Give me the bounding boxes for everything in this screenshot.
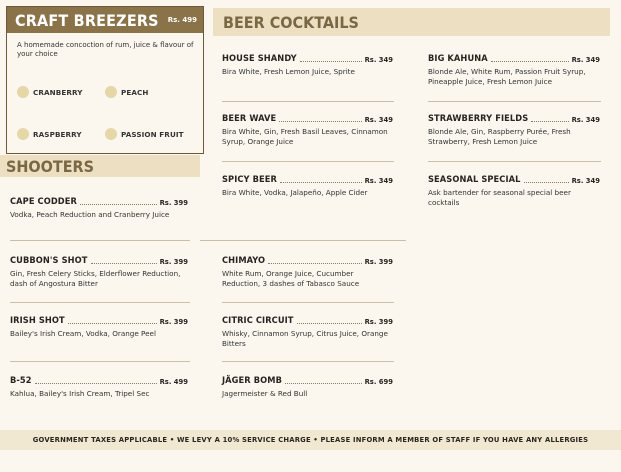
item-desc: Blonde Ale, Gin, Raspberry Purée, Fresh Strawberry, Fresh Lemon Juice [428,127,571,146]
item-name: CITRIC CIRCUIT [222,315,294,326]
divider [10,361,190,362]
item-desc: Jagermeister & Red Bull [222,389,308,398]
item-price: Rs. 399 [159,258,188,266]
menu-item-citric-circuit [222,315,393,348]
passion-fruit-icon [105,128,117,140]
flavor-raspberry [17,128,82,140]
item-desc: Vodka, Peach Reduction and Cranberry Juice [10,210,170,219]
leader-dots [297,322,362,324]
item-name: CAPE CODDER [10,196,77,207]
item-name: CHIMAYO [222,255,266,266]
item-name: BEER WAVE [222,113,277,124]
leader-dots [35,382,157,384]
item-desc: Bira White, Gin, Fresh Basil Leaves, Cinnamon Syrup, Orange Juice [222,127,388,146]
beer-cocktails-heading [213,8,610,36]
menu-item-beer-wave [222,113,393,146]
item-price: Rs. 399 [159,318,188,326]
item-price: Rs. 399 [364,258,393,266]
leader-dots [91,262,157,264]
divider [200,240,406,241]
item-desc: Bailey's Irish Cream, Vodka, Orange Peel [10,329,156,338]
item-price: Rs. 699 [364,378,393,386]
flavor-label: CRANBERRY [33,87,83,97]
divider [428,161,601,162]
divider [222,101,394,102]
leader-dots [524,181,569,183]
flavor-label: PASSION FRUIT [121,129,184,139]
leader-dots [268,262,361,264]
flavor-peach [105,86,149,98]
leader-dots [280,181,362,183]
divider [222,361,394,362]
shooters-title: SHOOTERS [6,156,94,176]
menu-item-cape-codder [10,196,188,220]
craft-breezers-description: A homemade concoction of rum, juice & flavour of your choice [17,41,194,58]
craft-breezers-price: Rs. 499 [167,16,197,24]
item-desc: Whisky, Cinnamon Syrup, Citrus Juice, Orange Bitters [222,329,388,348]
item-desc: Bira White, Vodka, Jalapeño, Apple Cider [222,188,368,197]
item-desc: Blonde Ale, White Rum, Passion Fruit Syrup, Pineapple Juice, Fresh Lemon Juice [428,67,586,86]
item-name: B-52 [10,375,32,386]
divider [222,161,394,162]
menu-item-chimayo [222,255,393,288]
shooters-heading [0,155,200,177]
item-price: Rs. 399 [364,318,393,326]
menu-item-seasonal-special [428,174,600,207]
menu-item-jager-bomb [222,375,393,399]
cranberry-icon [17,86,29,98]
item-name: STRAWBERRY FIELDS [428,113,529,124]
item-price: Rs. 349 [571,116,600,124]
leader-dots [279,120,361,122]
divider [10,240,190,241]
menu-item-strawberry-fields [428,113,600,146]
craft-breezers-header [7,7,203,33]
item-name: HOUSE SHANDY [222,53,297,64]
item-name: IRISH SHOT [10,315,65,326]
leader-dots [300,60,362,62]
menu-item-house-shandy [222,53,393,77]
item-price: Rs. 349 [571,56,600,64]
item-name: JÄGER BOMB [222,375,282,386]
item-desc: Bira White, Fresh Lemon Juice, Sprite [222,67,355,76]
item-price: Rs. 349 [364,177,393,185]
flavor-passion-fruit [105,128,184,140]
item-price: Rs. 499 [159,378,188,386]
item-name: BIG KAHUNA [428,53,488,64]
divider [428,101,601,102]
item-desc: Kahlua, Bailey's Irish Cream, Tripel Sec [10,389,150,398]
peach-icon [105,86,117,98]
item-desc: Gin, Fresh Celery Sticks, Elderflower Reduction, dash of Angostura Bitter [10,269,181,288]
leader-dots [80,203,157,205]
item-price: Rs. 349 [571,177,600,185]
item-name: CUBBON'S SHOT [10,255,88,266]
flavor-label: PEACH [121,87,149,97]
craft-breezers-box [6,6,204,154]
leader-dots [531,120,568,122]
footer-text: GOVERNMENT TAXES APPLICABLE • WE LEVY A 10% SERVICE CHARGE • PLEASE INFORM A MEMBER OF STAFF IF YOU HAVE ANY ALLERGIES [32,436,589,444]
divider [10,302,190,303]
flavor-cranberry [17,86,83,98]
flavor-label: RASPBERRY [33,129,82,139]
item-price: Rs. 399 [159,199,188,207]
footer-notice [0,430,621,450]
item-name: SEASONAL SPECIAL [428,174,521,185]
menu-item-cubbons-shot [10,255,188,288]
menu-item-big-kahuna [428,53,600,86]
item-price: Rs. 349 [364,116,393,124]
menu-item-spicy-beer [222,174,393,198]
item-price: Rs. 349 [364,56,393,64]
leader-dots [285,382,362,384]
raspberry-icon [17,128,29,140]
craft-breezers-title: CRAFT BREEZERS [15,10,159,30]
leader-dots [491,60,569,62]
leader-dots [68,322,157,324]
menu-item-b-52 [10,375,188,399]
item-desc: White Rum, Orange Juice, Cucumber Reduction, 3 dashes of Tabasco Sauce [222,269,360,288]
beer-cocktails-title: BEER COCKTAILS [223,12,359,32]
item-desc: Ask bartender for seasonal special beer cocktails [428,188,571,207]
menu-item-irish-shot [10,315,188,339]
item-name: SPICY BEER [222,174,277,185]
divider [222,302,394,303]
